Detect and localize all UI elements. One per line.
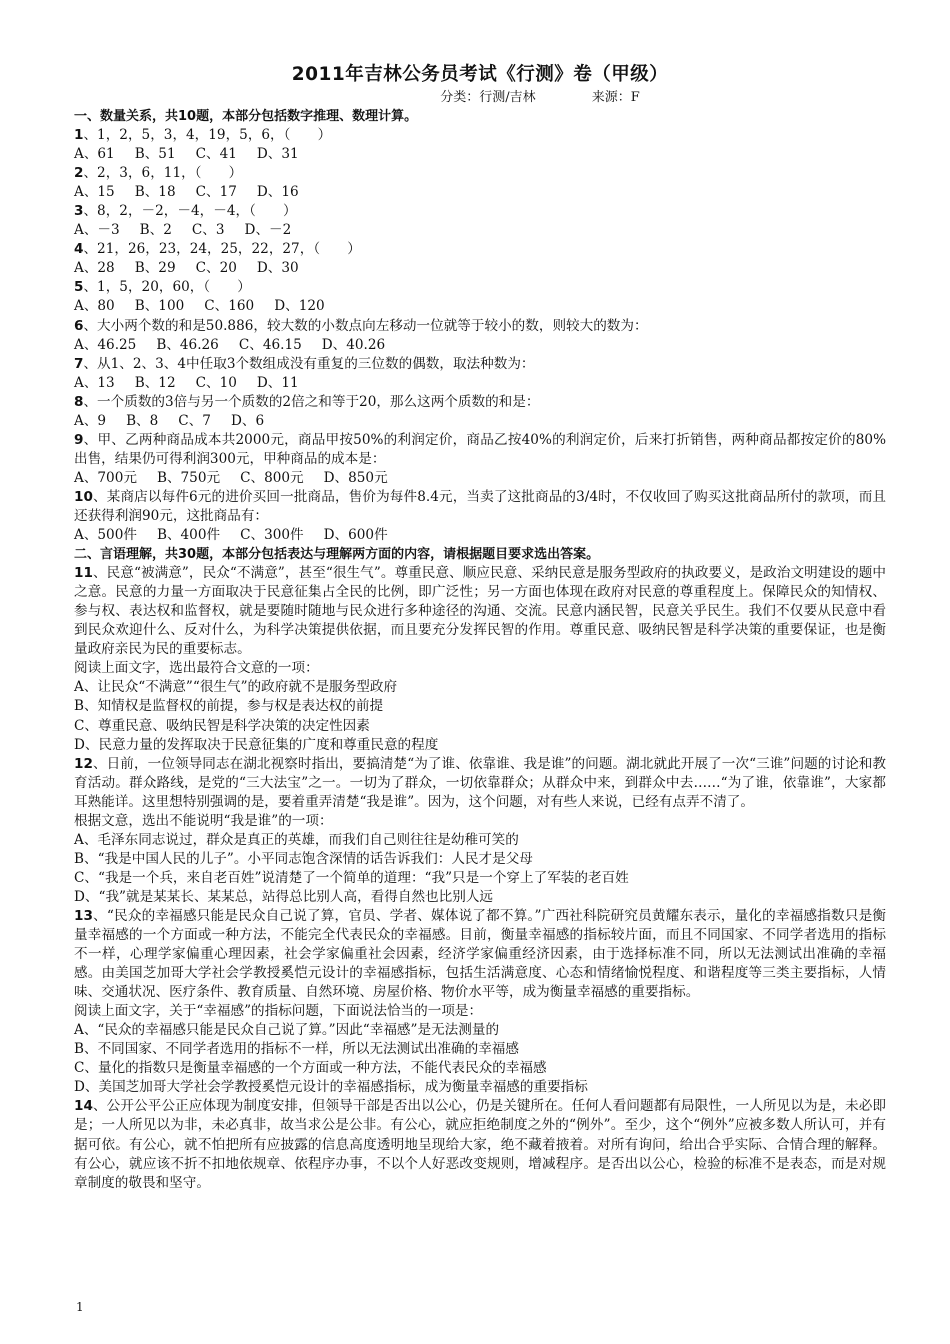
option: D、120: [274, 298, 325, 315]
option: C、800元: [240, 469, 304, 486]
option: A、15: [74, 184, 115, 201]
option: A、13: [74, 374, 115, 391]
question-12: 12、日前，一位领导同志在湖北视察时指出，要搞清楚“为了谁、依靠谁、我是谁”的问题。湖北就此开展了一次“三谁”问题的讨论和教育活动。群众路线，是党的“三大法宝”之一。一切为了群众，一切依靠群众；从群众中来，到群众中去……“为了谁，依靠谁”，大家都耳熟能详。这里想特别强调的是，要着重弄清楚“我是谁”。因为，这个问题，对有些人来说，已经有点弄不清了。: [74, 755, 886, 810]
option: C、17: [195, 184, 237, 201]
document-page: [74, 62, 886, 1193]
question-5: 5、1，5，20，60，（ ）: [74, 279, 251, 296]
question-10-options: [74, 526, 886, 545]
option: A、61: [74, 146, 115, 163]
question-3: 3、8，2，－2，－4，－4，（ ）: [74, 203, 297, 220]
option: A、28: [74, 260, 115, 277]
question-14: 14、公开公平公正应体现为制度安排，但领导干部是否出以公心，仍是关键所在。任何人看问题都有局限性，一人所见以为是，未必即是；一人所见以为非，未必真非，故当求公是公非。有公心，就应拒绝制度之外的“例外”。至少，这个“例外”应被多数人所认可，并有据可依。有公心，就不怕把所有应披露的信息高度透明地呈现给大家，绝不藏着掖着。对所有询问，给出合乎实际、合情合理的解释。有公心，就应该不折不扣地依规章、依程序办事，不以个人好恶改变规则，增减程序。是否出以公心，检验的标准不是表态，而是对规章制度的敬畏和坚守。: [74, 1098, 886, 1191]
option: C、46.15: [238, 336, 302, 353]
option: B、知情权是监督权的前提，参与权是表达权的前提: [74, 698, 384, 715]
option: B、不同国家、不同学者选用的指标不一样，所以无法测试出准确的幸福感: [74, 1041, 519, 1058]
option: A、700元: [74, 469, 137, 486]
question-3-options: [74, 221, 886, 240]
option: D、850元: [323, 469, 388, 486]
question-12-prompt: 根据文意，选出不能说明“我是谁”的一项：: [74, 812, 333, 829]
question-7: 7、从1、2、3、4中任取3个数组成没有重复的三位数的偶数，取法种数为：: [74, 355, 535, 372]
option: B、12: [134, 374, 176, 391]
question-13: 13、“民众的幸福感只能是民众自己说了算，官员、学者、媒体说了都不算。”广西社科院研究员黄耀东表示，量化的幸福感指数只是衡量幸福感的一个方面或一种方法，不能完全代表民众的幸福感。目前，衡量幸福感的指标较片面，而且不同国家、不同学者选用的指标不一样，心理学家偏重心理因素，社会学家偏重社会因素，经济学家偏重经济因素，由于选择标准不同，所以无法测试出准确的幸福感。由美国芝加哥大学社会学教授奚恺元设计的幸福感指标，包括生活满意度、心态和情绪愉悦程度、和谐程度等三类主要指标，人情味、交通状况、医疗条件、教育质量、自然环境、房屋价格、物价水平等，成为衡量幸福感的重要指标。: [74, 907, 886, 1001]
question-11-prompt: 阅读上面文字，选出最符合文意的一项：: [74, 660, 319, 677]
option: B、100: [134, 298, 185, 315]
option: A、80: [74, 298, 115, 315]
option: D、6: [230, 412, 265, 429]
option: A、－3: [74, 222, 120, 239]
option: B、2: [139, 222, 172, 239]
option: C、7: [178, 412, 211, 429]
option: B、400件: [156, 527, 221, 544]
document-title: 2011年吉林公务员考试《行测》卷（甲级）: [291, 64, 669, 85]
question-11: 11、民意“被满意”，民众“不满意”，甚至“很生气”。尊重民意、顺应民意、采纳民意是服务型政府的执政要义，是政治文明建设的题中之意。民意的力量一方面取决于民意征集占全民的比例，即广泛性；另一方面也体现在政府对民意的尊重程度上。保障民众的知情权、参与权、表达权和监督权，就是要随时随地与民众进行多种途径的沟通、交流。民意内涵民智，民意关乎民生。我们不仅要从民意中看到民众欢迎什么、反对什么，为科学决策提供依据，而且要充分发挥民智的作用。尊重民意、吸纳民智是科学决策的重要保证，也是衡量政府亲民为民的重要标志。: [74, 565, 886, 658]
option: B、46.26: [156, 336, 219, 353]
page-number: 1: [76, 1300, 84, 1314]
question-7-options: [74, 374, 886, 393]
option: D、“我”就是某某长、某某总，站得总比别人高，看得自然也比别人远: [74, 888, 494, 905]
question-8: 8、一个质数的3倍与另一个质数的2倍之和等于20，那么这两个质数的和是：: [74, 393, 540, 410]
question-6: 6、大小两个数的和是50.886，较大数的小数点向左移动一位就等于较小的数，则较大的数为：: [74, 317, 648, 334]
option: D、11: [256, 374, 299, 391]
option: C、20: [195, 260, 237, 277]
option: B、51: [134, 146, 176, 163]
option: C、300件: [240, 527, 304, 544]
source-label: 来源：F: [591, 90, 640, 105]
question-4: 4、21，26，23，24，25，22，27，（ ）: [74, 241, 361, 258]
option: D、30: [256, 260, 299, 277]
option: C、160: [204, 298, 255, 315]
question-8-options: [74, 412, 886, 431]
question-10: 10、某商店以每件6元的进价买回一批商品，售价为每件8.4元，当卖了这批商品的3/4时，不仅收回了购买这批商品所付的款项，而且还获得利润90元，这批商品有：: [74, 488, 886, 524]
question-9-options: [74, 469, 886, 488]
category-label: 分类：行测/吉林: [440, 90, 536, 105]
question-2: 2、2，3，6，11，（ ）: [74, 165, 243, 182]
option: D、美国芝加哥大学社会学教授奚恺元设计的幸福感指标，成为衡量幸福感的重要指标: [74, 1079, 588, 1096]
option: D、16: [256, 184, 299, 201]
option: A、46.25: [74, 336, 137, 353]
question-5-options: [74, 297, 886, 316]
question-4-options: [74, 259, 886, 278]
question-6-options: [74, 336, 886, 355]
option: D、600件: [323, 527, 388, 544]
option: A、500件: [74, 527, 137, 544]
option: C、尊重民意、吸纳民智是科学决策的决定性因素: [74, 717, 370, 734]
option: B、750元: [156, 469, 221, 486]
question-1: 1、1，2，5，3，4，19，5，6，（ ）: [74, 127, 332, 144]
option: B、29: [134, 260, 176, 277]
option: A、9: [74, 412, 107, 429]
question-9: 9、甲、乙两种商品成本共2000元，商品甲按50%的利润定价，商品乙按40%的利润定价，后来打折销售，两种商品都按定价的80%出售，结果仍可得利润300元，甲种商品的成本是：: [74, 431, 886, 467]
option: D、31: [256, 146, 299, 163]
document-meta: [74, 88, 886, 107]
option: A、让民众“不满意”“很生气”的政府就不是服务型政府: [74, 679, 398, 696]
option: B、“我是中国人民的儿子”。小平同志饱含深情的话告诉我们：人民才是父母: [74, 850, 533, 867]
option: D、40.26: [321, 336, 386, 353]
option: A、“民众的幸福感只能是民众自己说了算。”因此“幸福感”是无法测量的: [74, 1022, 500, 1039]
option: A、毛泽东同志说过，群众是真正的英雄，而我们自己则往往是幼稚可笑的: [74, 831, 519, 848]
question-1-options: [74, 145, 886, 164]
option: B、18: [134, 184, 176, 201]
section-heading-quant: 一、数量关系，共10题，本部分包括数字推理、数理计算。: [74, 109, 418, 124]
option: C、3: [191, 222, 225, 239]
option: C、41: [195, 146, 237, 163]
option: C、“我是一个兵，来自老百姓”说清楚了一个简单的道理：“我”只是一个穿上了军装的老百姓: [74, 869, 629, 886]
section-heading-verbal: 二、言语理解，共30题，本部分包括表达与理解两方面的内容，请根据题目要求选出答案。: [74, 547, 600, 563]
question-13-prompt: 阅读上面文字，关于“幸福感”的指标问题，下面说法恰当的一项是：: [74, 1003, 483, 1020]
option: B、8: [126, 412, 159, 429]
option: C、10: [195, 374, 237, 391]
option: D、民意力量的发挥取决于民意征集的广度和尊重民意的程度: [74, 736, 439, 753]
option: C、量化的指数只是衡量幸福感的一个方面或一种方法，不能代表民众的幸福感: [74, 1060, 547, 1077]
option: D、－2: [244, 222, 292, 239]
question-2-options: [74, 183, 886, 202]
